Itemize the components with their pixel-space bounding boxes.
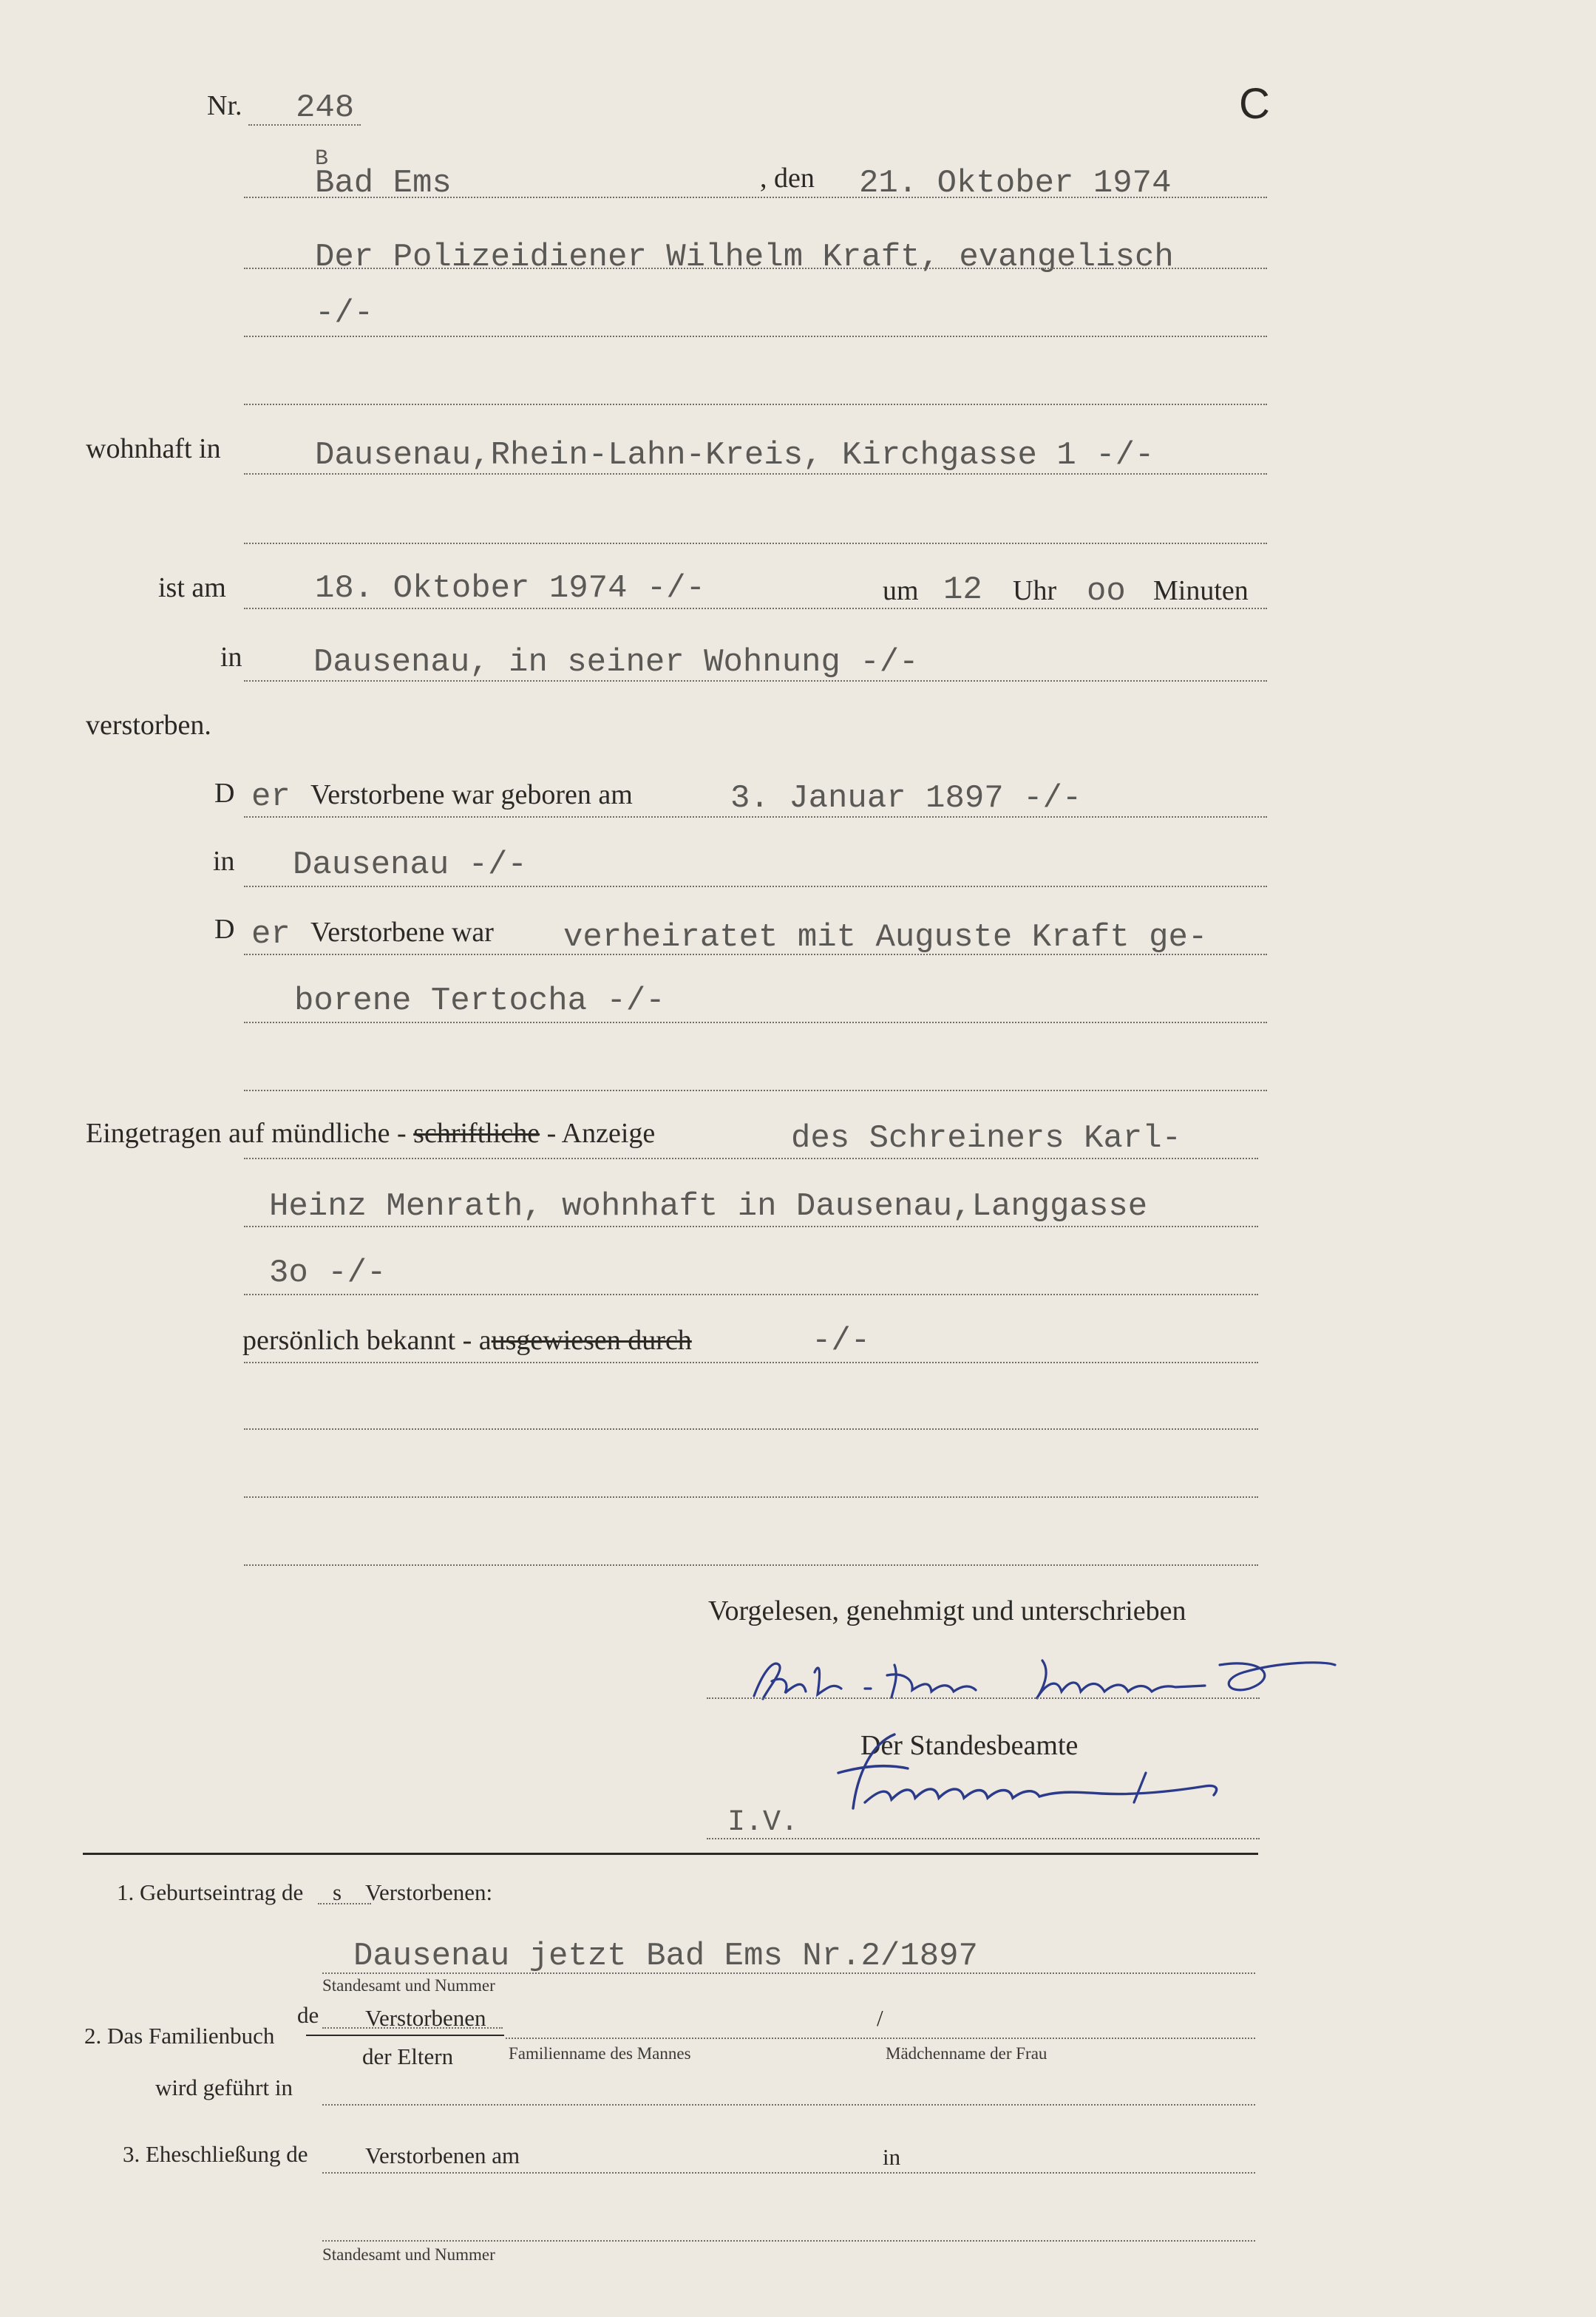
registration-label — [86, 1119, 655, 1147]
death-place: Dausenau, in seiner Wohnung -/- — [313, 644, 919, 681]
registration-label-prefix: Eingetragen auf mündliche - — [86, 1118, 414, 1149]
death-date-dotted-line — [244, 608, 1267, 609]
marital-dotted-line-3 — [244, 1090, 1267, 1091]
footer-item1-s: s — [333, 1879, 342, 1905]
marital-status-line-1: verheiratet mit Auguste Kraft ge- — [563, 919, 1208, 956]
nr-value: 248 — [296, 89, 355, 126]
footer-item3-label: 3. Eheschließung de — [123, 2141, 308, 2167]
signature-dotted-line-1 — [707, 1697, 1260, 1699]
birth-place-dotted-line — [244, 886, 1267, 887]
known-label-prefix: persönlich bekannt - a — [242, 1325, 492, 1356]
form-letter: C — [1239, 80, 1270, 128]
standesamt-nummer-caption: Standesamt und Nummer — [322, 1976, 495, 1995]
registration-dotted-line-3 — [244, 1294, 1258, 1295]
standesamt-nummer-caption-2: Standesamt und Nummer — [322, 2245, 495, 2264]
registration-dotted-line-2 — [244, 1226, 1258, 1227]
death-hour: 12 — [943, 571, 982, 608]
deceased-name-line-2: -/- — [315, 295, 374, 332]
wird-gefuehrt-label: wird geführt in — [155, 2075, 293, 2100]
footer-item2-line — [506, 2038, 1255, 2039]
den-label: , den — [760, 163, 815, 194]
ist-am-label: ist am — [158, 572, 226, 603]
verstorben-label: verstorben. — [86, 710, 211, 741]
iv-label: I.V. — [727, 1806, 799, 1839]
footer-item2-label: 2. Das Familienbuch — [84, 2023, 275, 2049]
footer-item2-eltern: der Eltern — [362, 2043, 454, 2069]
deceased-name-line: Der Polizeidiener Wilhelm Kraft, evangelisch — [315, 239, 1174, 276]
informant-line-2: Heinz Menrath, wohnhaft in Dausenau,Langgasse — [269, 1188, 1148, 1225]
birth-date-dotted-line — [244, 816, 1267, 818]
footer-item3-line-2 — [322, 2240, 1255, 2242]
marital-d-label: D — [214, 914, 235, 945]
residence-label: wohnhaft in — [86, 433, 221, 464]
person-dotted-line-3 — [244, 404, 1267, 405]
footer-wird-gefuehrt-line — [322, 2104, 1255, 2106]
footer-item2-slash: / — [877, 2005, 883, 2031]
footer-item3-in: in — [883, 2144, 901, 2170]
nr-label: Nr. — [207, 90, 242, 121]
known-dotted-line-2 — [244, 1428, 1258, 1430]
known-label-struck: usgewiesen durch — [491, 1325, 692, 1356]
residence-dotted-line-1 — [244, 473, 1267, 475]
known-label — [242, 1326, 692, 1354]
birth-place: Dausenau -/- — [293, 847, 527, 883]
footer-item2-bracket-line — [306, 2035, 504, 2036]
place-correction: B — [315, 146, 329, 172]
footer-item2-verstorbenen: Verstorbenen — [365, 2005, 486, 2031]
death-place-dotted-line — [244, 680, 1267, 682]
maedchenname-caption: Mädchenname der Frau — [886, 2044, 1047, 2063]
known-value: -/- — [812, 1323, 871, 1360]
minuten-label: Minuten — [1153, 575, 1249, 606]
informant-signature — [747, 1643, 1338, 1709]
nr-dotted-line — [248, 124, 361, 126]
registry-date: 21. Oktober 1974 — [859, 165, 1172, 202]
marital-dotted-line-2 — [244, 1022, 1267, 1023]
birth-date: 3. Januar 1897 -/- — [730, 780, 1082, 817]
section-divider — [83, 1853, 1258, 1855]
birth-d-label: D — [214, 778, 235, 809]
uhr-label: Uhr — [1013, 575, 1057, 606]
um-label: um — [883, 575, 919, 606]
registration-label-suffix: - Anzeige — [540, 1118, 656, 1149]
death-date: 18. Oktober 1974 -/- — [315, 570, 706, 607]
known-dotted-line-4 — [244, 1564, 1258, 1566]
marital-dotted-line-1 — [244, 954, 1267, 955]
birth-label: Verstorbene war geboren am — [310, 779, 633, 810]
familienname-caption: Familienname des Mannes — [509, 2044, 691, 2063]
marital-er-typed: er — [251, 916, 291, 953]
signature-dotted-line-2 — [707, 1838, 1260, 1839]
registrar-signature — [821, 1721, 1249, 1832]
vorgelesen-text: Vorgelesen, genehmigt und unterschrieben — [708, 1595, 1186, 1626]
footer-item1-suffix: Verstorbenen: — [365, 1879, 493, 1905]
registration-dotted-line-1 — [244, 1158, 1258, 1159]
residence-value: Dausenau,Rhein-Lahn-Kreis, Kirchgasse 1 -/- — [315, 437, 1155, 474]
registry-place: Bad Ems — [315, 165, 452, 202]
footer-item1-label: 1. Geburtseintrag de — [117, 1879, 304, 1905]
known-dotted-line-3 — [244, 1496, 1258, 1498]
known-dotted-line-1 — [244, 1362, 1258, 1363]
person-dotted-line-1 — [244, 268, 1267, 269]
marital-label: Verstorbene war — [310, 917, 494, 948]
informant-line-3: 3o -/- — [269, 1255, 387, 1292]
footer-birth-entry: Dausenau jetzt Bad Ems Nr.2/1897 — [353, 1938, 978, 1975]
birth-in-label: in — [213, 846, 235, 877]
place-dotted-line — [244, 197, 1267, 198]
footer-item3-verstorbenen: Verstorbenen am — [365, 2143, 520, 2168]
footer-item2-de: de — [297, 2002, 319, 2028]
death-minute: oo — [1087, 573, 1126, 610]
footer-item3-line-1 — [322, 2172, 1255, 2174]
footer-item1-line — [322, 1972, 1255, 1974]
registration-label-struck: schriftliche — [413, 1118, 540, 1149]
person-dotted-line-2 — [244, 336, 1267, 337]
residence-dotted-line-2 — [244, 543, 1267, 544]
informant-line-1: des Schreiners Karl- — [791, 1120, 1182, 1157]
birth-er-typed: er — [251, 778, 291, 815]
footer-item1-dotted — [318, 1903, 371, 1904]
marital-status-line-2: borene Tertocha -/- — [294, 983, 665, 1020]
footer-item2-dotted — [322, 2027, 503, 2029]
standesbeamte-label: Der Standesbeamte — [860, 1730, 1079, 1761]
death-in-label: in — [220, 642, 242, 673]
